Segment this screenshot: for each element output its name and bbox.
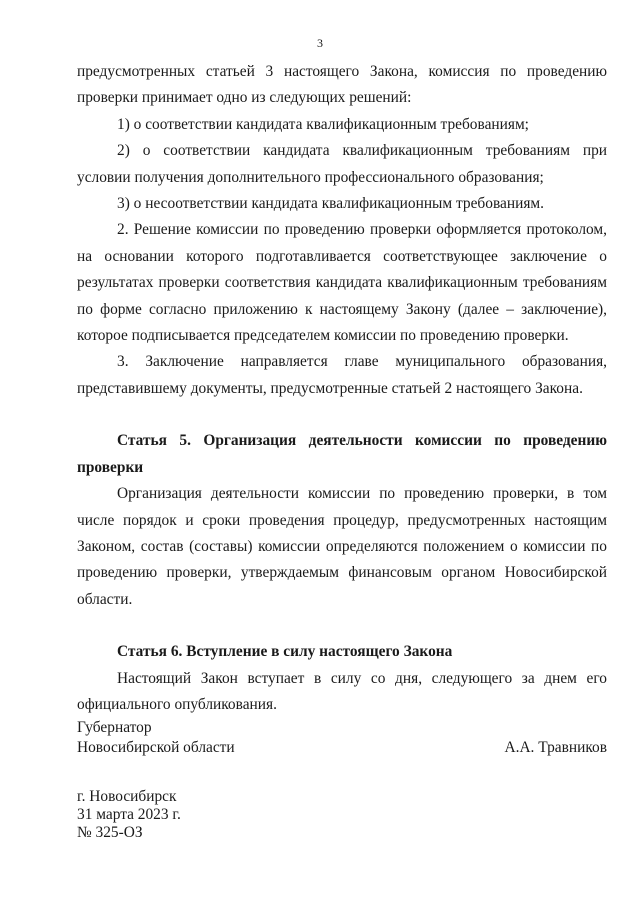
- signature-block: [77, 718, 607, 758]
- paragraph-clause-2: 2. Решение комиссии по проведению проверки оформляется протоколом, на основании которого подготавливается соответствующее заключение о результатах проверки соответствия кандидата квалификационным требованиям по форме согласно приложению к настоящему Закону (далее – заключение), которое подписывается председателем комиссии по проведению проверки.: [77, 221, 607, 345]
- article-5-text: Организация деятельности комиссии по проведению проверки, в том числе порядок и сроки проведения процедур, предусмотренных настоящим Законом, состав (составы) комиссии определяются положением о комиссии по проведению проверки, утверждаемым финансовым органом Новосибирской области.: [77, 485, 607, 608]
- article-5-title: Статья 5. Организация деятельности комиссии по проведению проверки: [77, 432, 607, 476]
- paragraph-clause-3: 3. Заключение направляется главе муниципального образования, представившему документы, предусмотренные статьей 2 настоящего Закона.: [77, 353, 607, 397]
- article-6-text: Настоящий Закон вступает в силу со дня, следующего за днем его официального опубликования.: [77, 669, 607, 713]
- footer-date: 31 марта 2023 г.: [77, 806, 181, 823]
- list-item-decision-1: 1) о соответствии кандидата квалификационным требованиям;: [117, 115, 529, 133]
- article-6-title: Статья 6. Вступление в силу настоящего Закона: [117, 643, 453, 661]
- document-body: [77, 59, 607, 718]
- signatory-position-line1: Губернатор: [77, 719, 152, 736]
- page-number: 3: [317, 36, 323, 50]
- signatory-name: А.А. Травников: [504, 739, 607, 756]
- footer-law-number: № 325-ОЗ: [77, 824, 143, 841]
- list-item-decision-2: 2) о соответствии кандидата квалификационным требованиям при условии получения дополнительного профессионального образования;: [77, 142, 607, 186]
- list-item-decision-3: 3) о несоответствии кандидата квалификационным требованиям.: [117, 195, 544, 213]
- paragraph-continuation: предусмотренных статьей 3 настоящего Закона, комиссия по проведению проверки принимает одно из следующих решений:: [77, 63, 607, 107]
- signatory-position-line2: Новосибирской области: [77, 739, 235, 756]
- document-footer: [77, 788, 181, 842]
- footer-city: г. Новосибирск: [77, 788, 177, 805]
